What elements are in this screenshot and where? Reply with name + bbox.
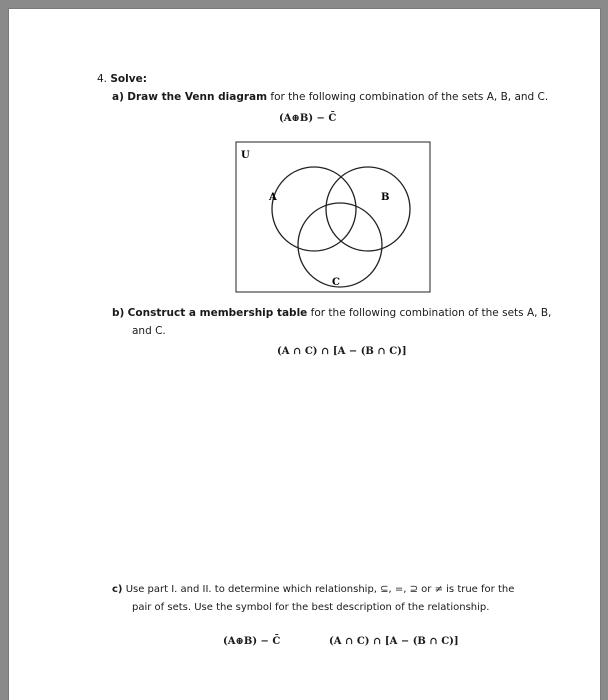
set-b-circle xyxy=(326,167,410,251)
universe-rectangle xyxy=(236,142,430,292)
part-a-bold-text: Draw the Venn diagram xyxy=(127,91,268,103)
part-c-expression-left: (A⊕B) − C̄ xyxy=(223,636,281,647)
set-a-label: A xyxy=(269,192,277,203)
set-c-circle xyxy=(298,203,382,287)
part-a-marker: a) xyxy=(112,91,124,103)
part-b-marker: b) xyxy=(112,307,125,319)
venn-diagram xyxy=(235,141,431,293)
set-b-label: B xyxy=(381,192,390,203)
part-a-rest-text: for the following combination of the sets A, B, and C. xyxy=(270,91,549,103)
part-c-prompt xyxy=(112,583,514,596)
set-a-circle xyxy=(272,167,356,251)
part-b-expression: (A ∩ C) ∩ [A − (B ∩ C)] xyxy=(277,346,407,357)
part-c-expression-right: (A ∩ C) ∩ [A − (B ∩ C)] xyxy=(329,636,459,647)
part-a-expression: (A⊕B) − C̄ xyxy=(279,113,337,124)
part-c-line2: pair of sets. Use the symbol for the best description of the relationship. xyxy=(132,602,490,613)
part-c-marker: c) xyxy=(112,584,123,595)
problem-number: 4. xyxy=(97,73,108,85)
set-c-label: C xyxy=(332,277,340,288)
part-b-prompt xyxy=(112,307,551,320)
problem-heading xyxy=(97,73,147,86)
document-page xyxy=(9,9,600,700)
universe-label: U xyxy=(241,150,250,161)
part-b-bold-text: Construct a membership table xyxy=(127,307,308,319)
part-b-rest-text: for the following combination of the sets A, B, xyxy=(310,307,552,319)
part-a-prompt xyxy=(112,91,548,104)
problem-label: Solve: xyxy=(110,73,147,85)
part-c-line1: Use part I. and II. to determine which relationship, ⊆, =, ⊇ or ≠ is true for the xyxy=(125,584,515,595)
part-b-prompt-line2: and C. xyxy=(132,325,166,337)
